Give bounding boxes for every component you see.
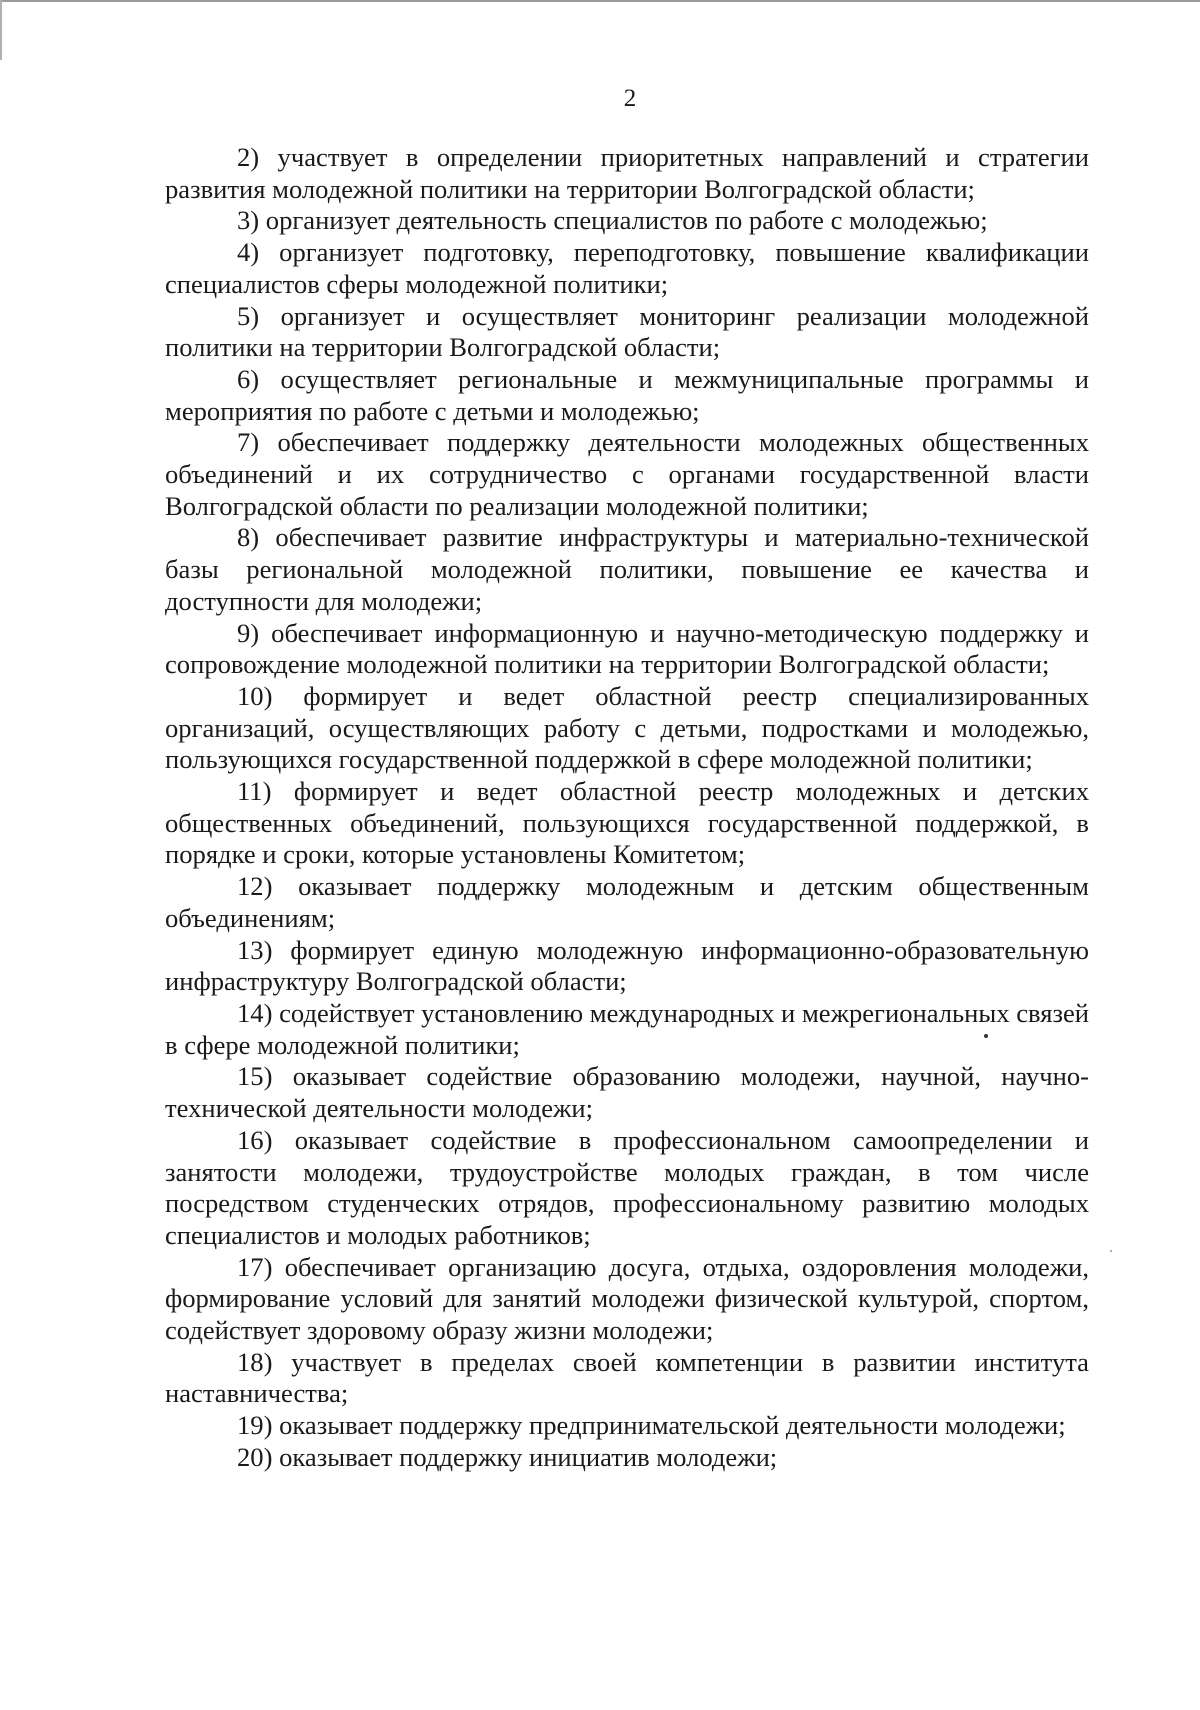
list-item-7: 7) обеспечивает поддержку деятельности молодежных общественных объединений и их сотрудничество с органами государственной власти Волгоградской области по реализации молодежной политики;: [165, 427, 1089, 521]
scan-edge-top: [0, 0, 1200, 2]
list-item-6: 6) осуществляет региональные и межмуниципальные программы и мероприятия по работе с детьми и молодежью;: [165, 363, 1089, 426]
list-item-2: 2) участвует в определении приоритетных направлений и стратегии развития молодежной политики на территории Волгоградской области;: [165, 142, 1089, 204]
list-item-4: 4) организует подготовку, переподготовку, повышение квалификации специалистов сферы молодежной политики;: [165, 237, 1089, 299]
list-item-14: 14) содействует установлению международных и межрегиональных связей в сфере молодежной политики;: [165, 997, 1089, 1060]
list-item-9: 9) обеспечивает информационную и научно-методическую поддержку и сопровождение молодежной политики на территории Волгоградской области;: [165, 617, 1089, 680]
list-item-17: 17) обеспечивает организацию досуга, отдыха, оздоровления молодежи, формирование условий для занятий молодежи физической культурой, спортом, содействует здоровому образу жизни молодежи;: [165, 1251, 1089, 1346]
list-item-12: 12) оказывает поддержку молодежным и детским общественным объединениям;: [165, 871, 1089, 933]
list-item-8: 8) обеспечивает развитие инфраструктуры и материально-технической базы региональной молодежной политики, повышение ее качества и доступности для молодежи;: [165, 522, 1089, 616]
list-item-15: 15) оказывает содействие образованию молодежи, научной, научно-технической деятельности молодежи;: [165, 1061, 1089, 1124]
list-item-20: 20) оказывает поддержку инициатив молодежи;: [237, 1441, 778, 1472]
list-item-10: 10) формирует и ведет областной реестр специализированных организаций, осуществляющих работу с детьми, подростками и молодежью, пользующихся государственной поддержкой в сфере молодежной политики;: [165, 680, 1089, 775]
list-item-11: 11) формирует и ведет областной реестр молодежных и детских общественных объединений, пользующихся государственной поддержкой, в порядке и сроки, которые установлены Комитетом;: [165, 776, 1089, 870]
document-body: [165, 142, 1089, 1474]
page-number: 2: [623, 85, 637, 112]
scan-speck: [1110, 1250, 1112, 1252]
scan-edge-left: [0, 0, 2, 60]
scan-speck: [984, 1034, 988, 1038]
list-item-16: 16) оказывает содействие в профессиональном самоопределении и занятости молодежи, трудоустройстве молодых граждан, в том числе посредством студенческих отрядов, профессиональному развитию молодых специалистов и молодых работников;: [165, 1124, 1089, 1250]
list-item-19: 19) оказывает поддержку предпринимательской деятельности молодежи;: [237, 1410, 1066, 1441]
list-item-13: 13) формирует единую молодежную информационно-образовательную инфраструктуру Волгоградской области;: [165, 934, 1089, 997]
list-item-5: 5) организует и осуществляет мониторинг реализации молодежной политики на территории Волгоградской области;: [165, 300, 1089, 363]
list-item-3: 3) организует деятельность специалистов по работе с молодежью;: [237, 205, 988, 236]
list-item-18: 18) участвует в пределах своей компетенции в развитии института наставничества;: [165, 1346, 1089, 1409]
